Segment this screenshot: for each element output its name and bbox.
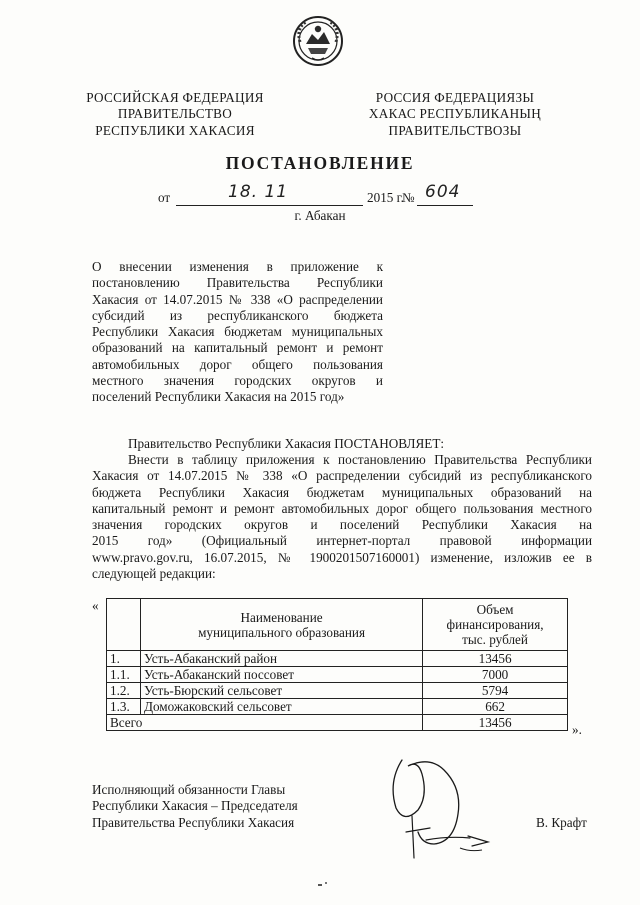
row-name: Доможаковский сельсовет [140, 699, 422, 715]
decree-line: следующей редакции: [92, 566, 216, 582]
subject-line: субсидий из республиканского бюджета [92, 307, 383, 323]
signature-line2: Республики Хакасия – Председателя [92, 798, 298, 814]
subject-line: автомобильных дорог общего пользования [92, 356, 383, 372]
table-header-name-line: Наименование [240, 609, 323, 625]
table-header-name [140, 599, 422, 651]
decree-line: бюджета Республики Хакасия бюджетам муниципальных образований на [92, 484, 592, 500]
row-name: Усть-Абаканский район [140, 651, 422, 667]
row-num: 1.1. [107, 667, 141, 683]
header-left [80, 90, 270, 139]
handwritten-number: 604 [425, 182, 461, 202]
total-amount: 13456 [423, 715, 568, 731]
decree-line: Хакасия от 14.07.2015 № 338 «О распределении субсидий из республиканского [92, 468, 592, 484]
header-right-line3: ПРАВИТЕЛЬСТВОЗЫ [388, 122, 522, 138]
table-header-amount [423, 599, 568, 651]
scan-speck [325, 882, 327, 884]
table-header-amount-line: тыс. рублей [462, 632, 528, 647]
row-amount: 5794 [423, 683, 568, 699]
subject-line: Хакасия от 14.07.2015 № 338 «О распределении [92, 291, 383, 307]
number-sign: № [402, 190, 415, 205]
row-num: 1.2. [107, 683, 141, 699]
decree-line: значения городских округов и поселений Республики Хакасия на [92, 517, 592, 533]
row-amount: 662 [423, 699, 568, 715]
subject-line: местного значения городских округов и [92, 373, 383, 389]
number-underline [417, 205, 473, 206]
row-name: Усть-Бюрский сельсовет [140, 683, 422, 699]
table-row [107, 683, 568, 699]
table-header-num [107, 599, 141, 651]
table-header-amount-line: финансирования, [446, 617, 544, 632]
table-header-row [107, 599, 568, 651]
signer-name: В. Крафт [536, 815, 587, 830]
table-row [107, 699, 568, 715]
subject-line: образований на капитальный ремонт и ремонт [92, 340, 383, 356]
table-header-amount-line: Объем [476, 602, 514, 617]
row-num: 1.3. [107, 699, 141, 715]
signature-block [92, 782, 298, 831]
date-prefix: от [158, 190, 171, 205]
subject-line: Республики Хакасия бюджетам муниципальных [92, 324, 383, 340]
decree-line: капитальный ремонт и ремонт автомобильных дорог общего пользования местного [92, 500, 592, 516]
date-year: 2015 г. [367, 190, 404, 205]
header-left-line3: РЕСПУБЛИКИ ХАКАСИЯ [95, 122, 255, 138]
header-right [355, 90, 555, 139]
date-underline [176, 205, 363, 206]
row-amount: 7000 [423, 667, 568, 683]
decree-line: 2015 год» (Официальный интернет-портал правовой информации [92, 533, 592, 549]
financing-table [106, 598, 568, 731]
signature-line1: Исполняющий обязанности Главы [92, 782, 286, 797]
subject-block [92, 259, 383, 406]
header-right-line1: РОССИЯ ФЕДЕРАЦИЯЗЫ [375, 90, 535, 105]
table-row [107, 651, 568, 667]
city: г. Абакан [294, 208, 346, 223]
decree-intro: Правительство Республики Хакасия ПОСТАНОВЛЯЕТ: [128, 436, 445, 451]
decree-line: www.pravo.gov.ru, 16.07.2015, № 1900201507160001) изменение, изложив ее в [92, 549, 592, 565]
header-right-line2: ХАКАС РЕСПУБЛИКАНЫҢ [368, 106, 542, 122]
decree-line: Внести в таблицу приложения к постановлению Правительства Республики [128, 452, 592, 467]
table-total-row [107, 715, 568, 731]
handwritten-signature [378, 752, 508, 867]
handwritten-date: 18. 11 [228, 182, 289, 202]
scan-speck [318, 884, 322, 886]
table-header-name-line: муниципального образования [198, 624, 366, 640]
row-amount: 13456 [423, 651, 568, 667]
close-quote: ». [572, 722, 582, 737]
row-num: 1. [107, 651, 141, 667]
row-name: Усть-Абаканский поссовет [140, 667, 422, 683]
subject-line: поселений Республики Хакасия на 2015 год» [92, 389, 345, 405]
decree-body [92, 452, 592, 582]
header-left-line1: РОССИЙСКАЯ ФЕДЕРАЦИЯ [86, 90, 264, 105]
table-row [107, 667, 568, 683]
total-label: Всего [107, 715, 423, 731]
signature-line3: Правительства Республики Хакасия [92, 814, 295, 830]
doc-title: ПОСТАНОВЛЕНИЕ [225, 153, 415, 173]
open-quote: « [92, 598, 99, 613]
header-left-line2: ПРАВИТЕЛЬСТВО [117, 106, 233, 122]
subject-line: О внесении изменения в приложение к [92, 259, 383, 274]
subject-line: постановлению Правительства Республики [92, 275, 383, 291]
emblem-icon [292, 14, 344, 68]
